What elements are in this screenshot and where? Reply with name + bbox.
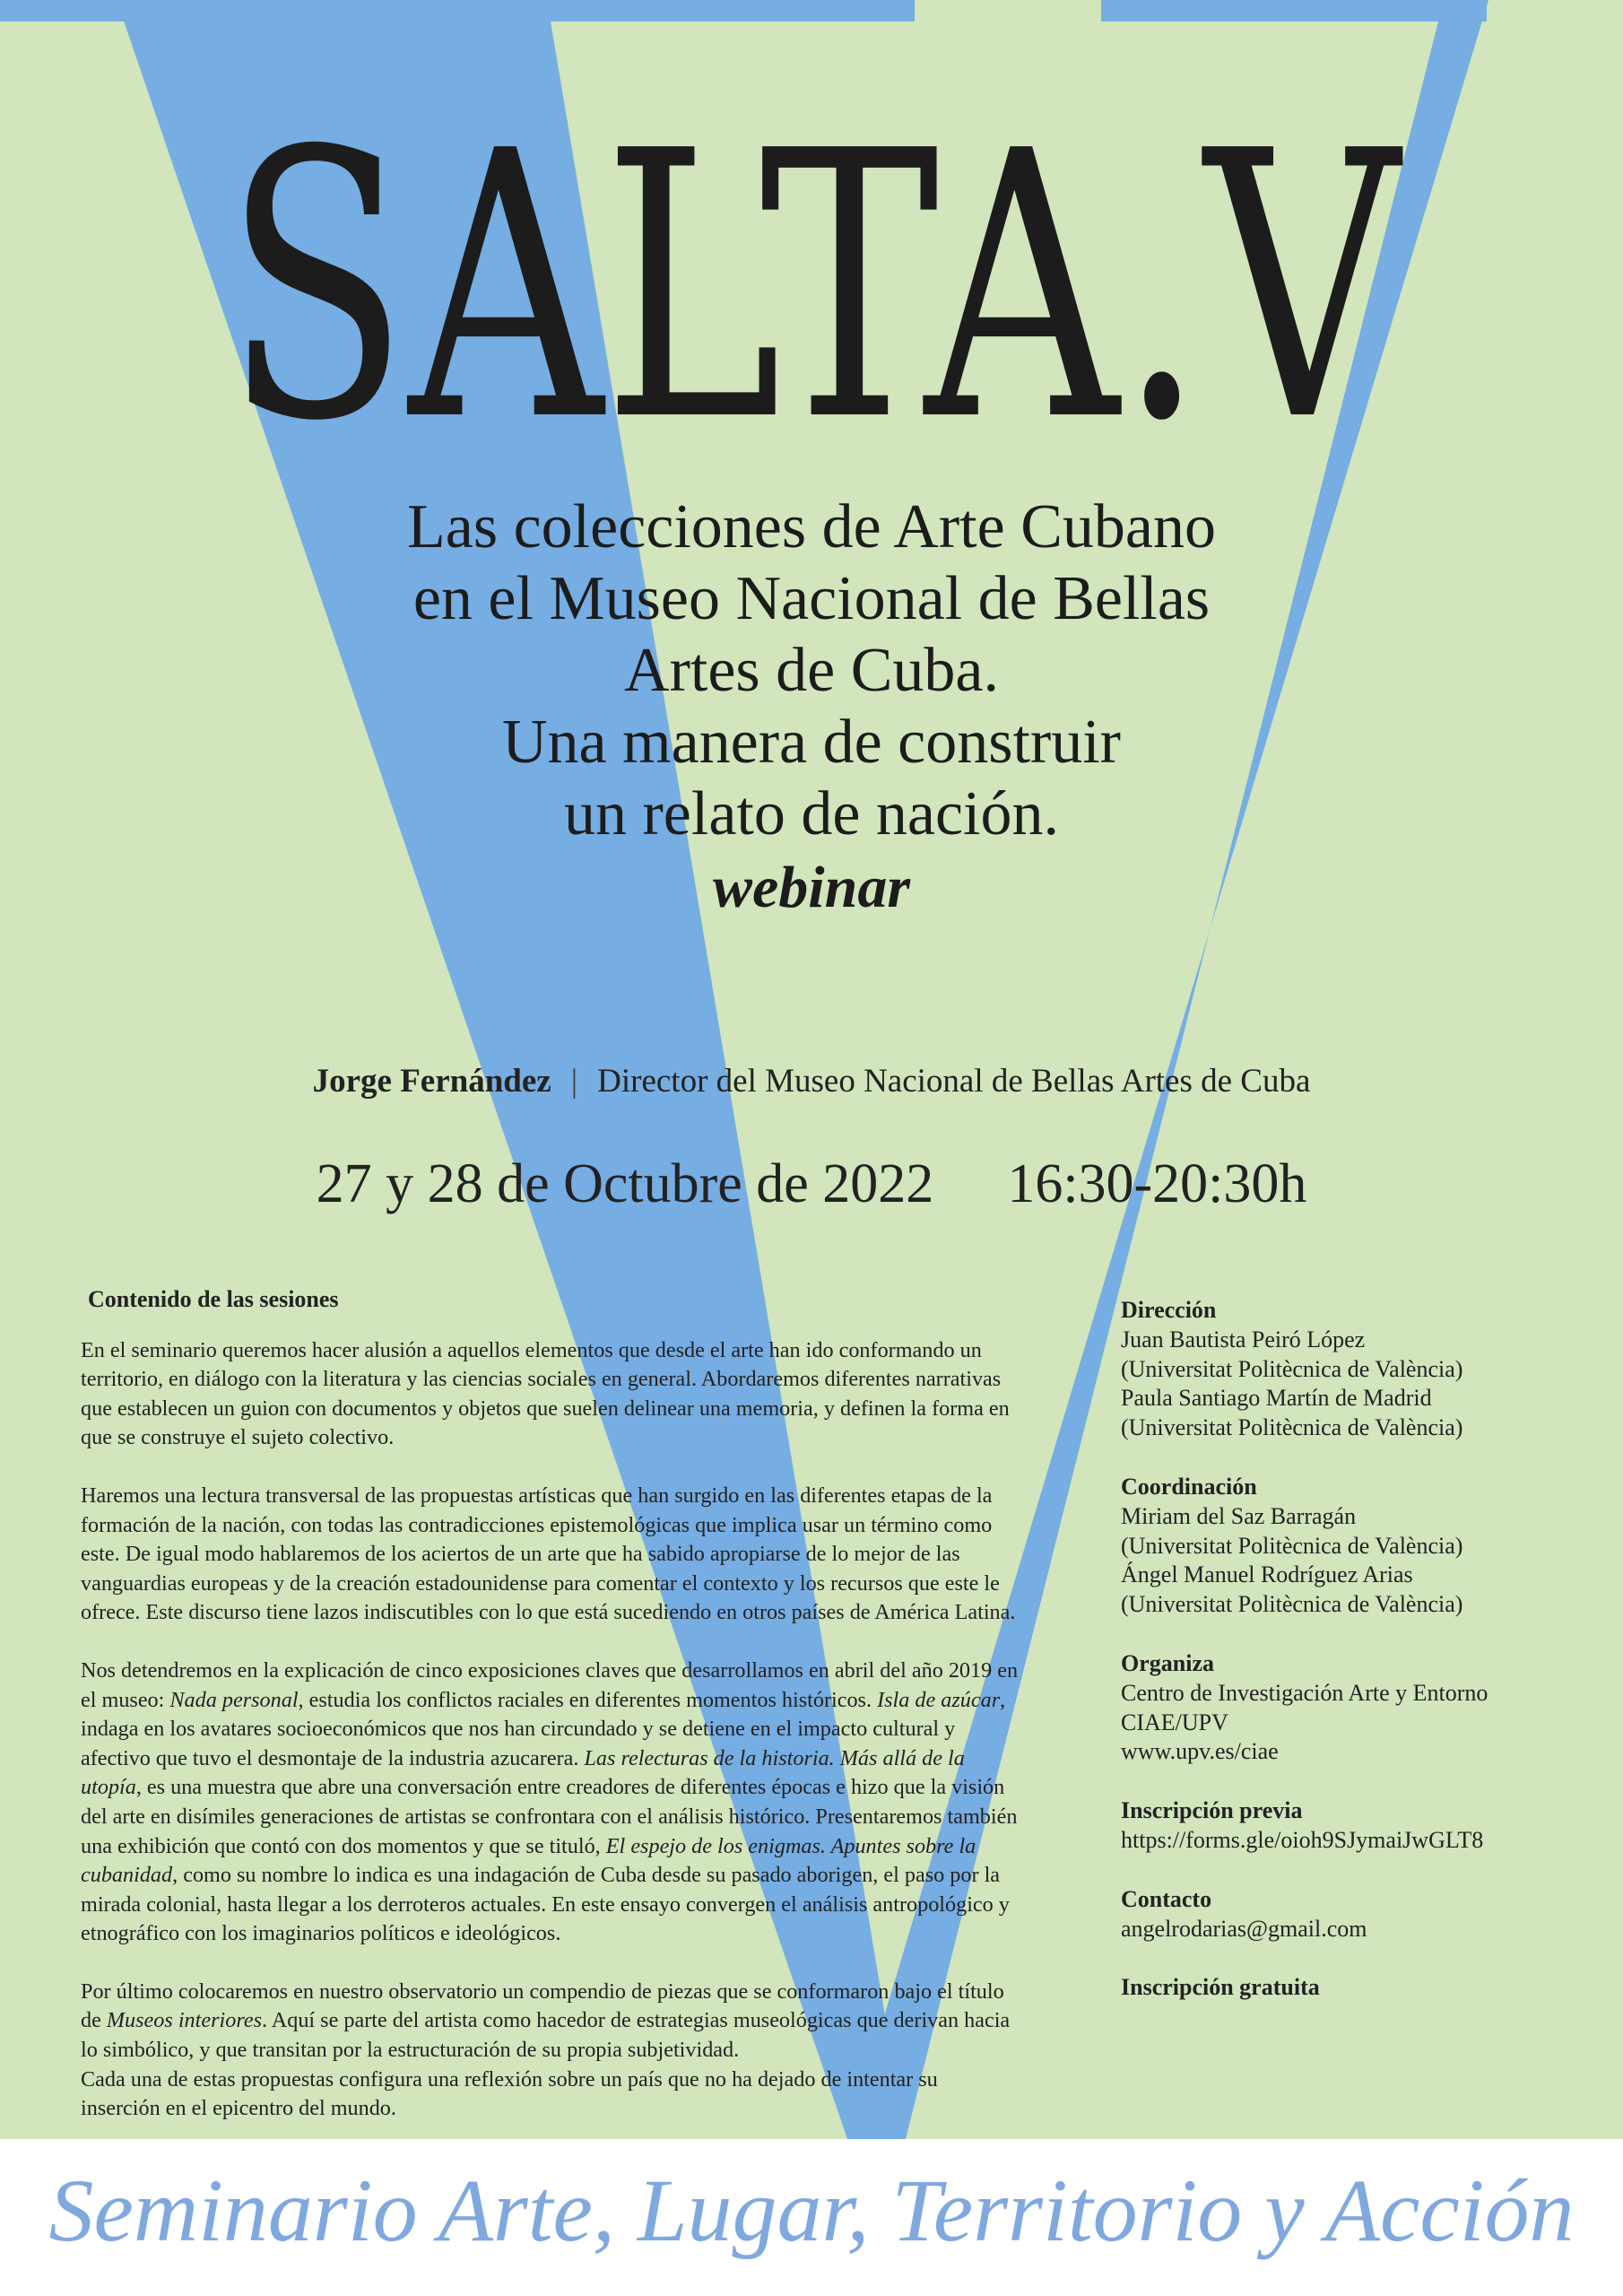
schedule <box>0 1152 1623 1216</box>
top-bar-left <box>0 0 915 22</box>
speaker-name: Jorge Fernández <box>312 1063 551 1100</box>
contacto-block <box>1121 1885 1587 1944</box>
coordinacion-name-1: Miriam del Saz Barragán <box>1121 1502 1357 1529</box>
salta-v-logo-text: SALTA.V <box>224 108 1407 448</box>
p4-text-a: Por último colocaremos en nuestro observatorio un compendio de piezas que se conformaron bajo el título de <box>81 1979 1004 2033</box>
p3-text-c: , estudia los conflictos raciales en diferentes momentos históricos. <box>298 1687 878 1712</box>
salta-v-logo <box>0 108 1623 448</box>
coordinacion-affiliation-2: (Universitat Politècnica de València) <box>1121 1591 1463 1618</box>
content-paragraph-1: En el seminario queremos hacer alusión a aquellos elementos que desde el arte han ido conformando un territorio, en diálogo con la literatura y las ciencias sociales en general. Abordaremos diferentes narrativas que establecen un guion con documentos y objetos que suelen delinear una memoria, y definen la forma en que se construye el sujeto colectivo. <box>81 1337 1010 1450</box>
content-paragraph-3 <box>81 1657 1020 1949</box>
contacto-email-link[interactable]: angelrodarias@gmail.com <box>1121 1915 1367 1942</box>
direccion-name-2: Paula Santiago Martín de Madrid <box>1121 1385 1432 1412</box>
footer-title: Seminario Arte, Lugar, Territorio y Acción <box>48 2161 1575 2260</box>
p4-text-c: . Aquí se parte del artista como hacedor de estrategias museológicas que derivan hacia lo simbólico, y que transitan por la estructuración de su propia subjetividad. <box>81 2008 1011 2063</box>
speaker-role: Director del Museo Nacional de Bellas Artes de Cuba <box>597 1063 1311 1100</box>
session-content <box>81 1285 1020 2152</box>
coordinacion-name-2: Ángel Manuel Rodríguez Arias <box>1121 1561 1413 1588</box>
contacto-label: Contacto <box>1121 1885 1212 1912</box>
direccion-label: Dirección <box>1121 1297 1217 1323</box>
event-time: 16:30-20:30h <box>1007 1153 1307 1214</box>
exhibition-title-nada-personal: Nada personal <box>169 1687 299 1712</box>
exhibition-title-museos-interiores: Museos interiores <box>106 2008 262 2033</box>
sidebar-info <box>1121 1296 1587 2032</box>
inscripcion-form-link[interactable]: https://forms.gle/oioh9SJymaiJwGLT8 <box>1121 1826 1484 1853</box>
organiza-line-2: CIAE/UPV <box>1121 1709 1228 1735</box>
coordinacion-label: Coordinación <box>1121 1473 1257 1500</box>
inscripcion-block <box>1121 1796 1587 1856</box>
p3-text-a: Nos detendremos en la explicación de cinco exposiciones claves que desarrollamos en abril del año 2019 en el museo: <box>81 1657 1019 1712</box>
inscripcion-gratuita-label: Inscripción gratuita <box>1121 1974 1320 2001</box>
coordinacion-affiliation-1: (Universitat Politècnica de València) <box>1121 1532 1463 1559</box>
event-dates: 27 y 28 de Octubre de 2022 <box>316 1153 934 1214</box>
title-line-1: Las colecciones de Arte Cubano <box>407 492 1216 561</box>
exhibition-title-espejo: El espejo de los enigmas. Apuntes sobre la cubanidad <box>81 1833 976 1888</box>
organiza-line-1: Centro de Investigación Arte y Entorno <box>1121 1679 1488 1706</box>
direccion-block <box>1121 1296 1587 1443</box>
content-paragraph-4 <box>81 1978 1020 2124</box>
coordinacion-block <box>1121 1473 1587 1620</box>
title-line-2: en el Museo Nacional de Bellas <box>412 564 1211 633</box>
direccion-affiliation-2: (Universitat Politècnica de València) <box>1121 1414 1463 1441</box>
direccion-affiliation-1: (Universitat Politècnica de València) <box>1121 1355 1463 1382</box>
p3-text-i: , como su nombre lo indica es una indagación de Cuba desde su pasado aborigen, el paso por la mirada colonial, hasta llegar a los derroteros actuales. En este ensayo convergen el análisis antropológico y etnográfico con los imaginarios políticos e ideológicos. <box>81 1863 1010 1946</box>
p4-text-d: Cada una de estas propuestas configura una reflexión sobre un país que no ha dejado de intentar su inserción en el epicentro del mundo. <box>81 2066 938 2121</box>
content-heading: Contenido de las sesiones <box>88 1286 339 1312</box>
event-title <box>179 491 1444 924</box>
title-line-5: un relato de nación. <box>563 779 1059 848</box>
format-label: webinar <box>712 855 911 920</box>
top-bar-right <box>1101 0 1487 22</box>
organiza-block <box>1121 1649 1587 1767</box>
p3-text-g: , es una muestra que abre una conversación entre creadores de diferentes épocas e hizo que la visión del arte en disímiles generaciones de artistas se confrontara con el análisis histórico. Presentaremos también una exhibición que contó con dos momentos y que se tituló, <box>81 1775 1018 1858</box>
exhibition-title-isla-de-azucar: Isla de azúcar <box>877 1687 1001 1712</box>
organiza-label: Organiza <box>1121 1649 1214 1676</box>
title-line-3: Artes de Cuba. <box>624 636 999 705</box>
speaker-separator: | <box>570 1063 578 1100</box>
direccion-name-1: Juan Bautista Peiró López <box>1121 1326 1366 1352</box>
inscripcion-label: Inscripción previa <box>1121 1797 1303 1824</box>
p3-text-e: , indaga en los avatares socioeconómicos que nos han circundado y se detiene en el impacto cultural y afectivo que tuvo el desmontaje de la industria azucarera. <box>81 1687 1006 1770</box>
speaker-line <box>0 1062 1623 1100</box>
gratuita-block <box>1121 1973 1587 2003</box>
title-line-4: Una manera de construir <box>502 708 1121 777</box>
exhibition-title-relecturas: Las relecturas de la historia. Más allá de la utopía <box>81 1745 965 1800</box>
organiza-website-link[interactable]: www.upv.es/ciae <box>1121 1738 1279 1765</box>
content-paragraph-2: Haremos una lectura transversal de las propuestas artísticas que han surgido en las diferentes etapas de la formación de la nación, con todas las contradicciones epistemológicas que implica usar un término como este. De igual modo hablaremos de los aciertos de un arte que ha sabido apropiarse de lo mejor de las vanguardias europeas y de la creación estadounidense para comentar el contexto y los recursos que este le ofrece. Este discurso tiene lazos indiscutibles con lo que está sucediendo en otros países de América Latina. <box>81 1483 1016 1625</box>
